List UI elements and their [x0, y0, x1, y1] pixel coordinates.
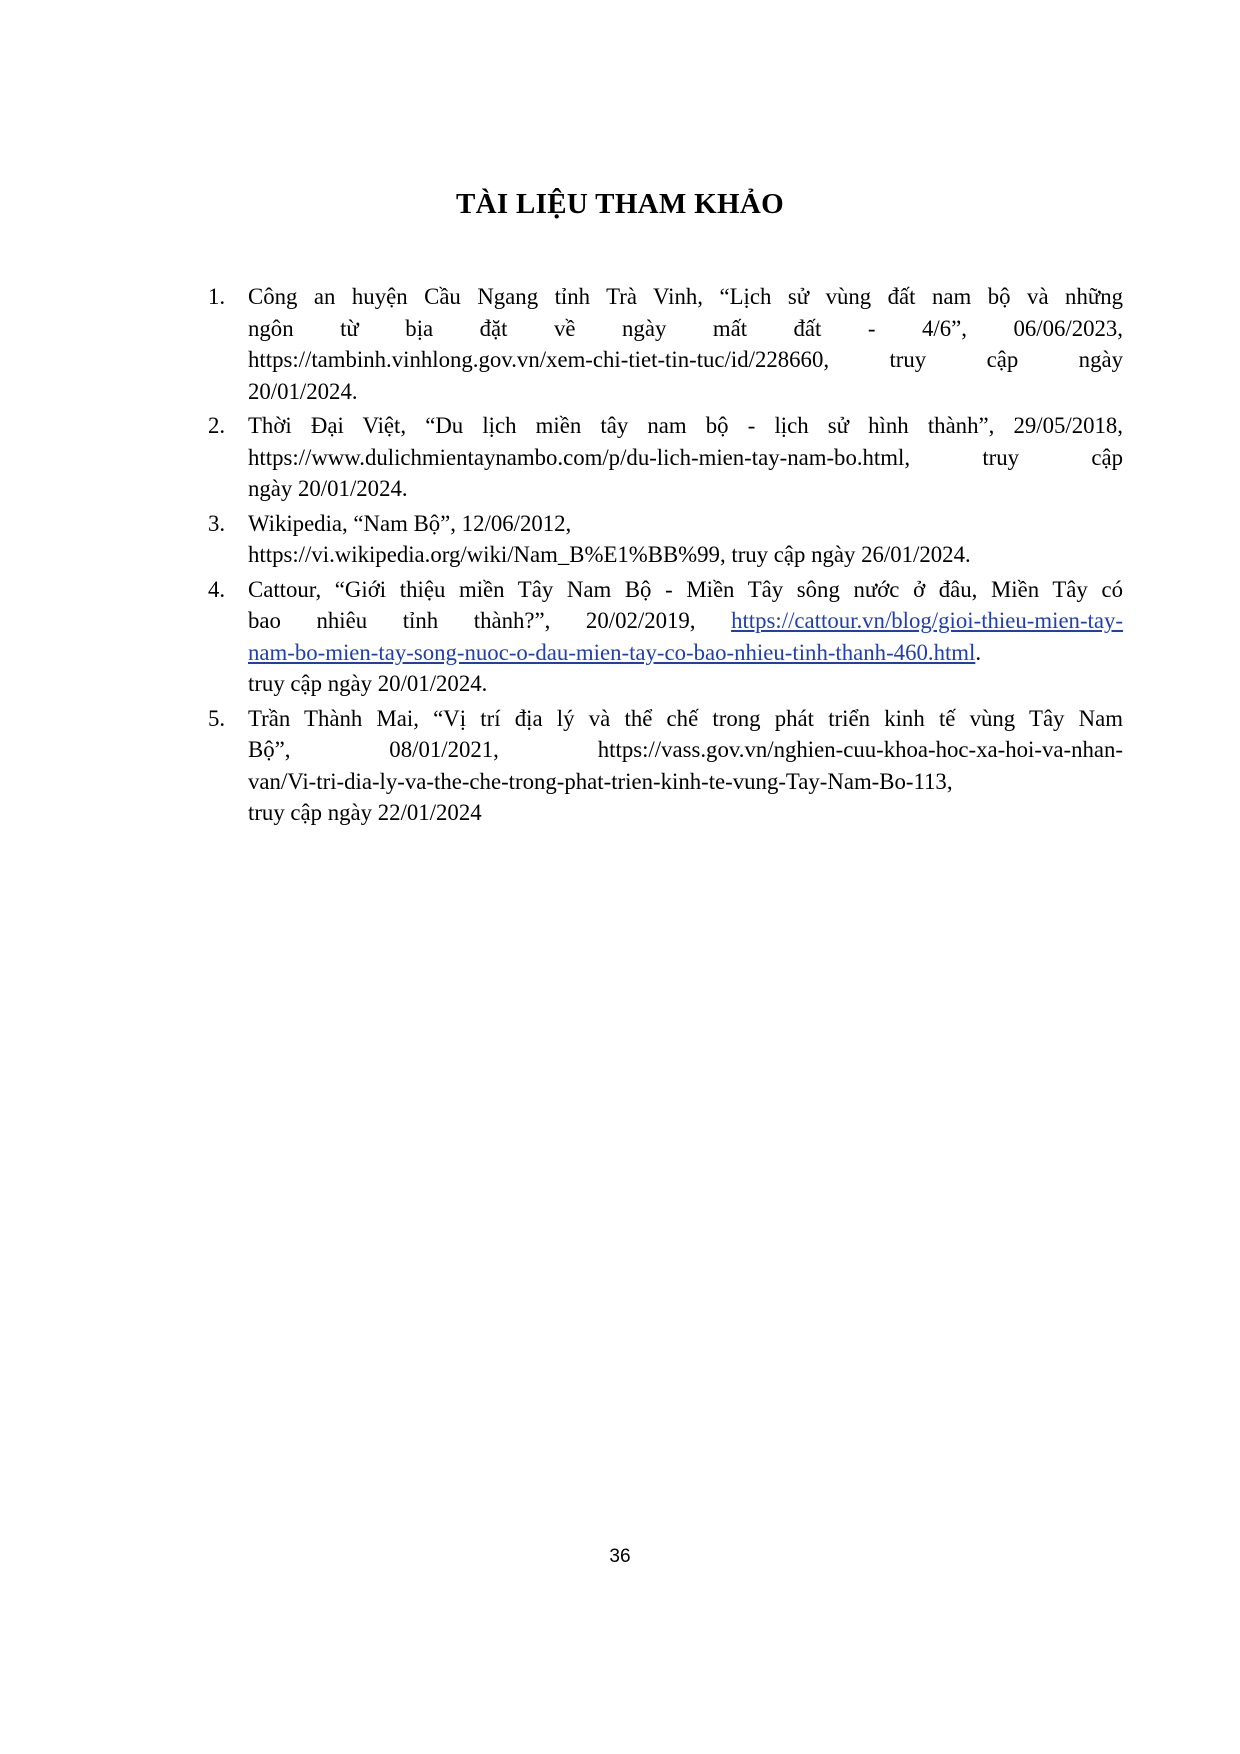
- reference-link[interactable]: https://cattour.vn/blog/gioi-thieu-mien-tay-: [731, 608, 1123, 633]
- reference-text-line: [248, 637, 1123, 669]
- reference-link-continued[interactable]: nam-bo-mien-tay-song-nuoc-o-dau-mien-tay-co-bao-nhieu-tinh-thanh-460.html: [248, 639, 976, 665]
- reference-text-line: Wikipedia, “Nam Bộ”, 12/06/2012,: [248, 510, 572, 536]
- reference-list: [208, 281, 1123, 832]
- reference-text-line: https://tambinh.vinhlong.gov.vn/xem-chi-tiet-tin-tuc/id/228660, truy cập ngày: [248, 347, 1123, 372]
- reference-number: 5.: [208, 705, 226, 731]
- reference-item-3: [208, 508, 1123, 571]
- reference-text-line: Công an huyện Cầu Ngang tỉnh Trà Vinh, “Lịch sử vùng đất nam bộ và những: [248, 284, 1123, 309]
- page-number: 36: [609, 1546, 631, 1567]
- reference-text-line: https://vi.wikipedia.org/wiki/Nam_B%E1%BB%99, truy cập ngày 26/01/2024.: [248, 542, 971, 567]
- reference-text-line: [248, 605, 1123, 637]
- reference-item-2: [208, 410, 1123, 505]
- reference-text-line: Cattour, “Giới thiệu miền Tây Nam Bộ - Miền Tây sông nước ở đâu, Miền Tây có: [248, 576, 1123, 602]
- reference-number: 3.: [208, 510, 226, 536]
- reference-number: 2.: [208, 413, 226, 438]
- reference-text-line: van/Vi-tri-dia-ly-va-the-che-trong-phat-trien-kinh-te-vung-Tay-Nam-Bo-113,: [248, 768, 953, 794]
- reference-text: .: [975, 639, 982, 665]
- reference-text-line: https://www.dulichmientaynambo.com/p/du-lich-mien-tay-nam-bo.html, truy cập: [248, 444, 1123, 470]
- reference-text-line: truy cập ngày 20/01/2024.: [248, 671, 488, 696]
- reference-text-line: Thời Đại Việt, “Du lịch miền tây nam bộ - lịch sử hình thành”, 29/05/2018,: [248, 413, 1123, 438]
- reference-text-line: truy cập ngày 22/01/2024: [248, 800, 482, 825]
- reference-text-line: Trần Thành Mai, “Vị trí địa lý và thể chế trong phát triển kinh tế vùng Tây Nam: [248, 705, 1123, 731]
- reference-item-5: [208, 703, 1123, 829]
- reference-text-line: Bộ”, 08/01/2021, https://vass.gov.vn/nghien-cuu-khoa-hoc-xa-hoi-va-nhan-: [248, 737, 1123, 762]
- reference-number: 1.: [208, 284, 226, 309]
- reference-text-line: ngày 20/01/2024.: [248, 476, 408, 501]
- reference-text: bao nhiêu tỉnh thành?”, 20/02/2019,: [248, 608, 732, 633]
- reference-item-1: [208, 281, 1123, 407]
- reference-item-4: [208, 574, 1123, 700]
- reference-number: 4.: [208, 576, 226, 602]
- reference-text-line: ngôn từ bịa đặt về ngày mất đất - 4/6”, 06/06/2023,: [248, 315, 1123, 341]
- reference-text-line: 20/01/2024.: [248, 378, 358, 404]
- page-title: TÀI LIỆU THAM KHẢO: [456, 188, 784, 220]
